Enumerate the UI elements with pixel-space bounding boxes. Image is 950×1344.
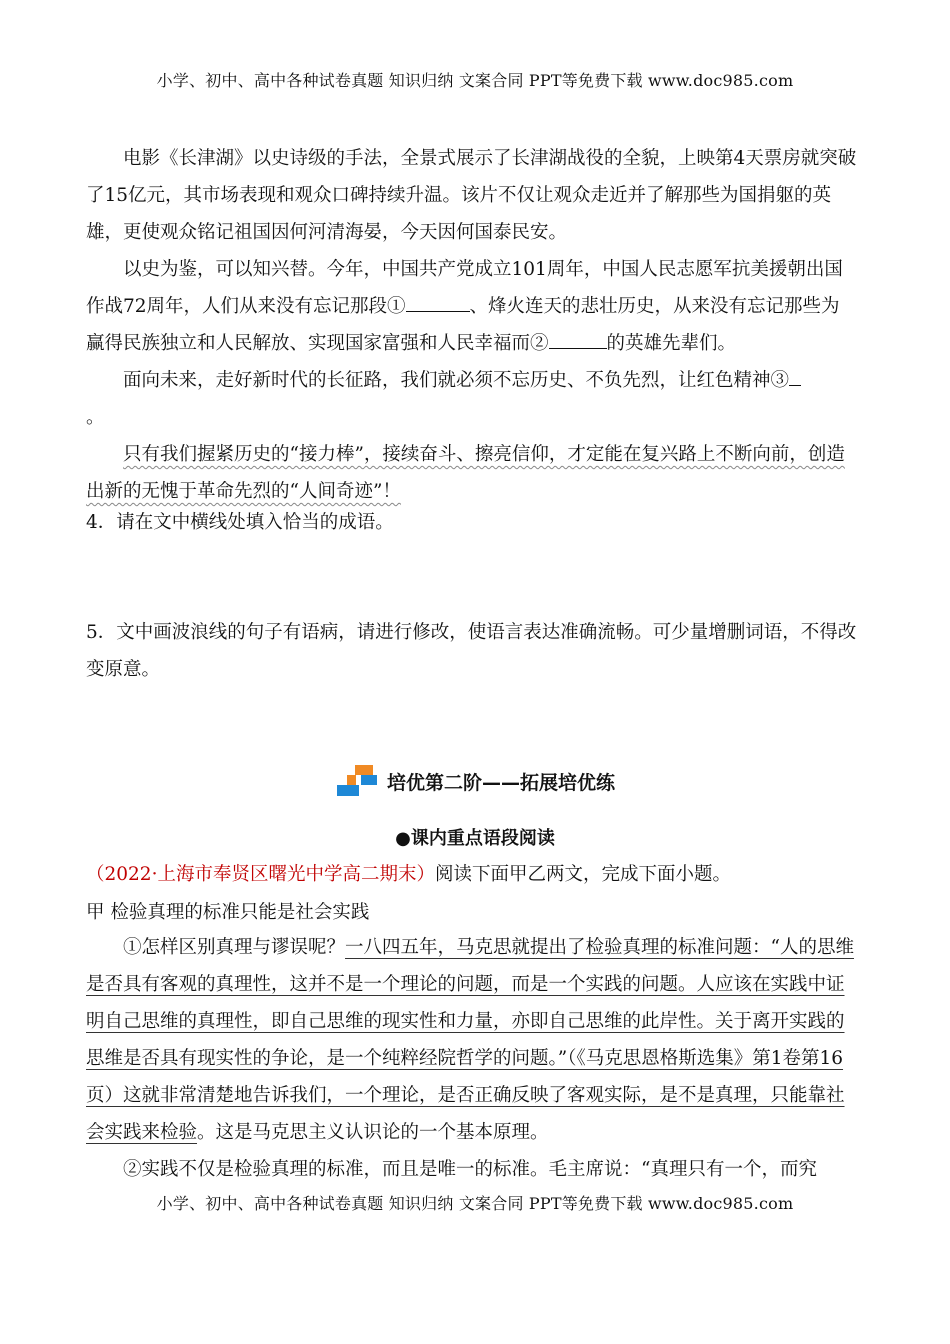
paragraph-2-text-c: 的英雄先辈们。 xyxy=(606,333,737,354)
section-title xyxy=(0,763,950,803)
passage-two-question: ①怎样区别真理与谬误呢？ xyxy=(123,937,346,958)
article-title: 甲 检验真理的标准只能是社会实践 xyxy=(86,902,370,923)
section-emblem-icon xyxy=(335,763,381,799)
passage-two-paragraph-2: ②实践不仅是检验真理的标准，而且是唯一的标准。毛主席说：“真理只有一个，而究 xyxy=(123,1159,817,1180)
page-header: 小学、初中、高中各种试卷真题 知识归纳 文案合同 PPT等免费下载 www.doc985.com xyxy=(156,71,794,90)
blank-3 xyxy=(789,363,801,386)
question-5: 5．文中画波浪线的句子有语病，请进行修改，使语言表达准确流畅。可少量增删词语，不得改变原意。 xyxy=(86,622,857,680)
section-title-text: 培优第二阶——拓展培优练 xyxy=(386,771,615,794)
passage-one xyxy=(86,140,858,510)
exam-source: （2022·上海市奉贤区曙光中学高二期末） xyxy=(86,864,435,885)
passage-one-paragraph-3 xyxy=(86,362,858,436)
blank-2 xyxy=(549,326,607,349)
passage-one-paragraph-2 xyxy=(86,251,858,362)
blank-1 xyxy=(406,289,470,312)
paragraph-2-text-b: 、烽火连天的悲壮历史，从来没有忘记那些为赢得民族独立和人民解放、实现国家富强和人民幸福而② xyxy=(86,296,840,354)
page-footer: 小学、初中、高中各种试卷真题 知识归纳 文案合同 PPT等免费下载 www.doc985.com xyxy=(156,1194,794,1213)
paragraph-3-text-b: 。 xyxy=(86,407,105,428)
reading-instruction: 阅读下面甲乙两文，完成下面小题。 xyxy=(434,864,731,885)
section-subtitle: ●课内重点语段阅读 xyxy=(395,828,555,849)
passage-two xyxy=(86,929,858,1188)
underlined-quotation: 一八四五年，马克思就提出了检验真理的标准问题：“人的思维是否具有客观的真理性，这并不是一个理论的问题，而是一个实践的问题。人应该在实践中证明自己思维的真理性，即自己思维的现实性和力量，亦即自己思维的此岸性。关于离开实践的思维是否具有现实性的争论，是一个纯粹经院哲学的问题。”（《马克思恩格斯选集》第1卷第16页）这就非常清楚地告诉我们，一个理论，是否正确反映了客观实际，是不是真理，只能靠社会实践来检验 xyxy=(86,937,854,1143)
passage-one-paragraph-4 xyxy=(86,436,858,510)
wavy-underlined-sentence: 只有我们握紧历史的“接力棒”，接续奋斗、擦亮信仰，才定能在复兴路上不断向前，创造出新的无愧于革命先烈的“人间奇迹”！ xyxy=(86,444,845,502)
passage-two-conclusion: 。这是马克思主义认识论的一个基本原理。 xyxy=(197,1122,549,1143)
exam-source-line xyxy=(86,856,858,893)
paragraph-2-text-a: 以史为鉴，可以知兴替。今年，中国共产党成立101周年，中国人民志愿军抗美援朝出国作战72周年，人们从来没有忘记那段① xyxy=(86,259,843,317)
paragraph-3-text-a: 面向未来，走好新时代的长征路，我们就必须不忘历史、不负先烈，让红色精神③ xyxy=(123,370,790,391)
passage-two-paragraph-1 xyxy=(86,929,858,1151)
question-4: 4．请在文中横线处填入恰当的成语。 xyxy=(86,512,394,533)
passage-one-paragraph-1: 电影《长津湖》以史诗级的手法，全景式展示了长津湖战役的全貌，上映第4天票房就突破了15亿元，其市场表现和观众口碑持续升温。该片不仅让观众走近并了解那些为国捐躯的英雄，更使观众铭记祖国因何河清海晏，今天因何国泰民安。 xyxy=(86,148,857,243)
